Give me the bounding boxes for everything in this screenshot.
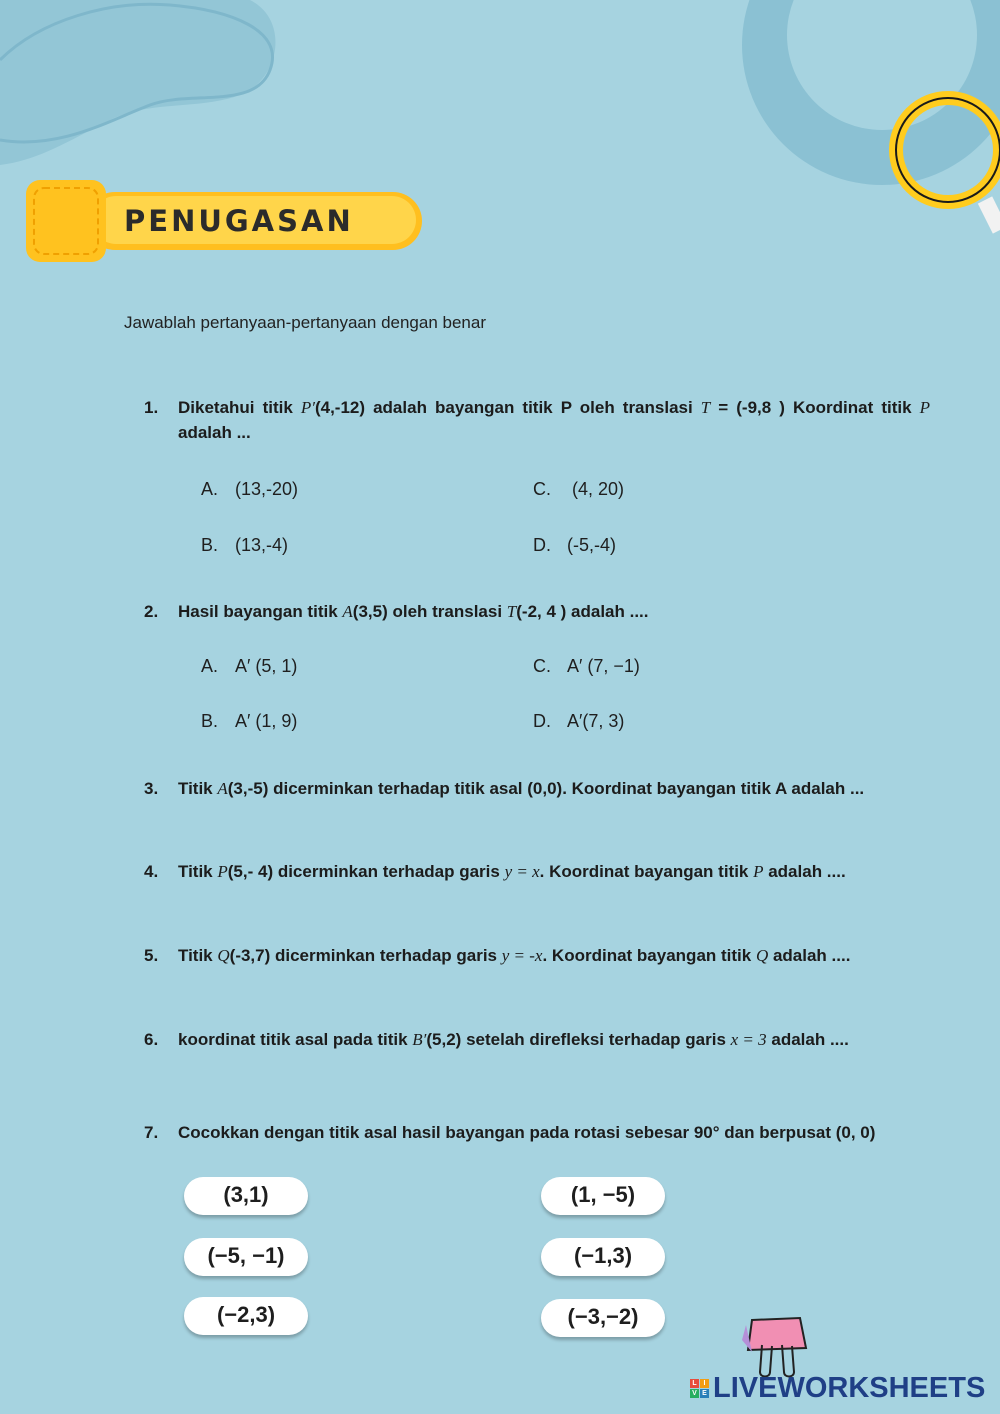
question-text: Titik A(3,-5) dicerminkan terhadap titik asal (0,0). Koordinat bayangan titik A adalah ... (178, 779, 865, 798)
option-d[interactable]: D. (-5,-4) (533, 535, 616, 555)
question-3 (144, 776, 930, 801)
question-text: Titik Q(-3,7) dicerminkan terhadap garis y = -x. Koordinat bayangan titik Q adalah .... (178, 946, 851, 965)
option-b[interactable]: B. (13,-4) (201, 535, 289, 555)
option-c[interactable]: C. A′ (7, −1) (533, 656, 640, 676)
question-number: 6. (144, 1030, 159, 1049)
question-number: 4. (144, 862, 159, 881)
option-b[interactable]: B. A′ (1, 9) (201, 711, 298, 731)
question-6 (144, 1027, 930, 1052)
question-2 (144, 599, 930, 624)
question-text: Hasil bayangan titik A(3,5) oleh translasi T(-2, 4 ) adalah .... (178, 602, 649, 621)
logo-text: LIVEWORKSHEETS (713, 1372, 986, 1404)
page-title: PENUGASAN (124, 204, 354, 238)
question-number: 2. (144, 602, 159, 621)
option-a[interactable]: A. A′ (5, 1) (201, 656, 298, 676)
question-number: 5. (144, 946, 159, 965)
question-number: 3. (144, 779, 159, 798)
question-text: Diketahui titik P′(4,-12) adalah bayangan titik P oleh translasi T = (-9,8 ) Koordinat titik P adalah ... (178, 398, 930, 442)
paper-clip-icon (742, 1318, 806, 1377)
match-right-item[interactable]: (−1,3) (541, 1238, 665, 1276)
question-text: Cocokkan dengan titik asal hasil bayangan pada rotasi sebesar 90° dan berpusat (0, 0) (178, 1123, 876, 1142)
question-7 (144, 1120, 930, 1145)
instruction-text: Jawablah pertanyaan-pertanyaan dengan benar (124, 313, 486, 332)
match-right-item[interactable]: (−3,−2) (541, 1299, 665, 1337)
question-text: koordinat titik asal pada titik B′(5,2) setelah direfleksi terhadap garis x = 3 adalah .... (178, 1030, 849, 1049)
logo-icon: L I V E (690, 1379, 709, 1398)
question-5 (144, 943, 930, 968)
question-1 (144, 395, 930, 445)
match-left-item[interactable]: (−5, −1) (184, 1238, 308, 1276)
question-4 (144, 859, 930, 884)
option-a[interactable]: A. (13,-20) (201, 479, 299, 499)
match-left-item[interactable]: (3,1) (184, 1177, 308, 1215)
question-text: Titik P(5,- 4) dicerminkan terhadap garis y = x. Koordinat bayangan titik P adalah .... (178, 862, 846, 881)
question-number: 1. (144, 398, 159, 417)
liveworksheets-logo[interactable] (690, 1372, 985, 1405)
option-d[interactable]: D. A′(7, 3) (533, 711, 625, 731)
match-right-item[interactable]: (1, −5) (541, 1177, 665, 1215)
option-c[interactable]: C. (4, 20) (533, 479, 625, 499)
question-number: 7. (144, 1123, 159, 1142)
match-left-item[interactable]: (−2,3) (184, 1297, 308, 1335)
